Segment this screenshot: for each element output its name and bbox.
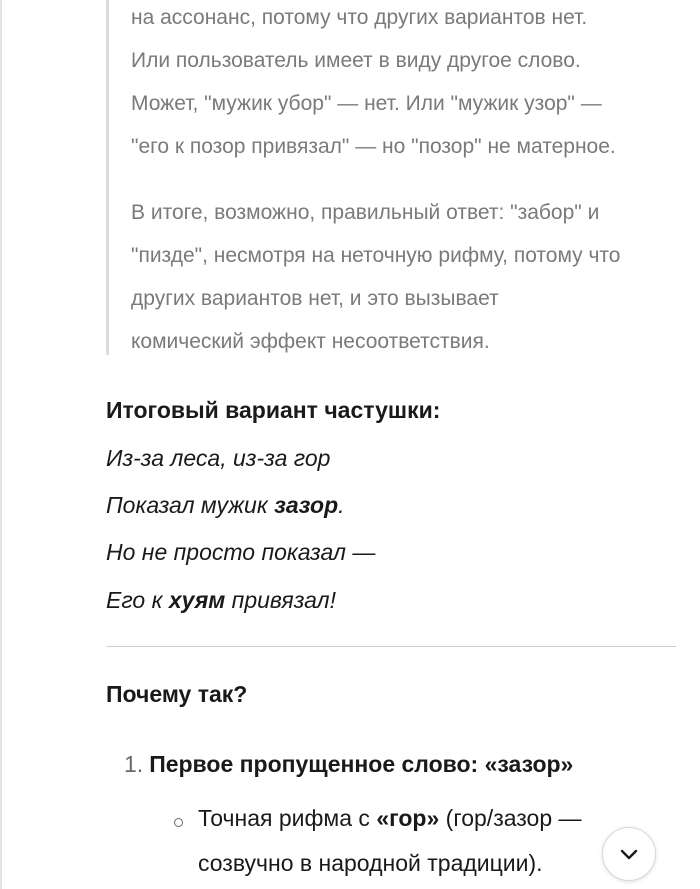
quote-line: "его к позор привязал" — но "позор" не матерное. — [131, 135, 616, 158]
sub-item-emphasis: «гор» — [376, 805, 440, 831]
list-item — [124, 749, 573, 779]
chevron-down-icon — [617, 842, 641, 866]
sub-item-continuation: созвучно в народной традиции). — [198, 850, 543, 876]
final-verse-heading: Итоговый вариант частушки: — [106, 397, 441, 423]
quote-line: Или пользователь имеет в виду другое слово. — [131, 49, 581, 72]
quote-line: "пизде", несмотря на неточную рифму, потому что — [131, 244, 621, 267]
quote-line: В итоге, возможно, правильный ответ: "забор" и — [131, 201, 600, 224]
verse-text: привязал! — [225, 587, 337, 613]
verse-line-4 — [106, 585, 336, 615]
verse-line-2 — [106, 490, 345, 520]
sub-item-text: Точная рифма с — [198, 805, 377, 831]
verse-text: Его к — [106, 587, 169, 613]
horizontal-rule — [106, 646, 676, 647]
list-number: 1. — [124, 751, 144, 777]
verse-emphasis: зазор — [274, 492, 339, 518]
list-item-text: Первое пропущенное слово: «зазор» — [149, 751, 574, 777]
scroll-down-button[interactable] — [602, 827, 656, 881]
quote-line: других вариантов нет, и это вызывает — [131, 287, 499, 310]
verse-line-1: Из-за леса, из-за гор — [106, 445, 331, 471]
verse-text: . — [338, 492, 345, 518]
verse-text: Показал мужик — [106, 492, 275, 518]
sub-list-item — [198, 803, 582, 833]
reasoning-blockquote — [106, 0, 689, 355]
verse-emphasis: хуям — [168, 587, 226, 613]
verse-line-3: Но не просто показал — — [106, 539, 376, 565]
quote-line: комический эффект несоответствия. — [131, 330, 490, 353]
left-edge-divider — [0, 0, 2, 889]
quote-line: Может, "мужик убор" — нет. Или "мужик узор" — — [131, 92, 602, 115]
why-heading: Почему так? — [106, 681, 248, 707]
quote-line: на ассонанс, потому что других вариантов нет. — [131, 6, 588, 29]
sub-item-text: (гор/зазор — — [439, 805, 582, 831]
bullet-circle-icon — [174, 818, 183, 827]
